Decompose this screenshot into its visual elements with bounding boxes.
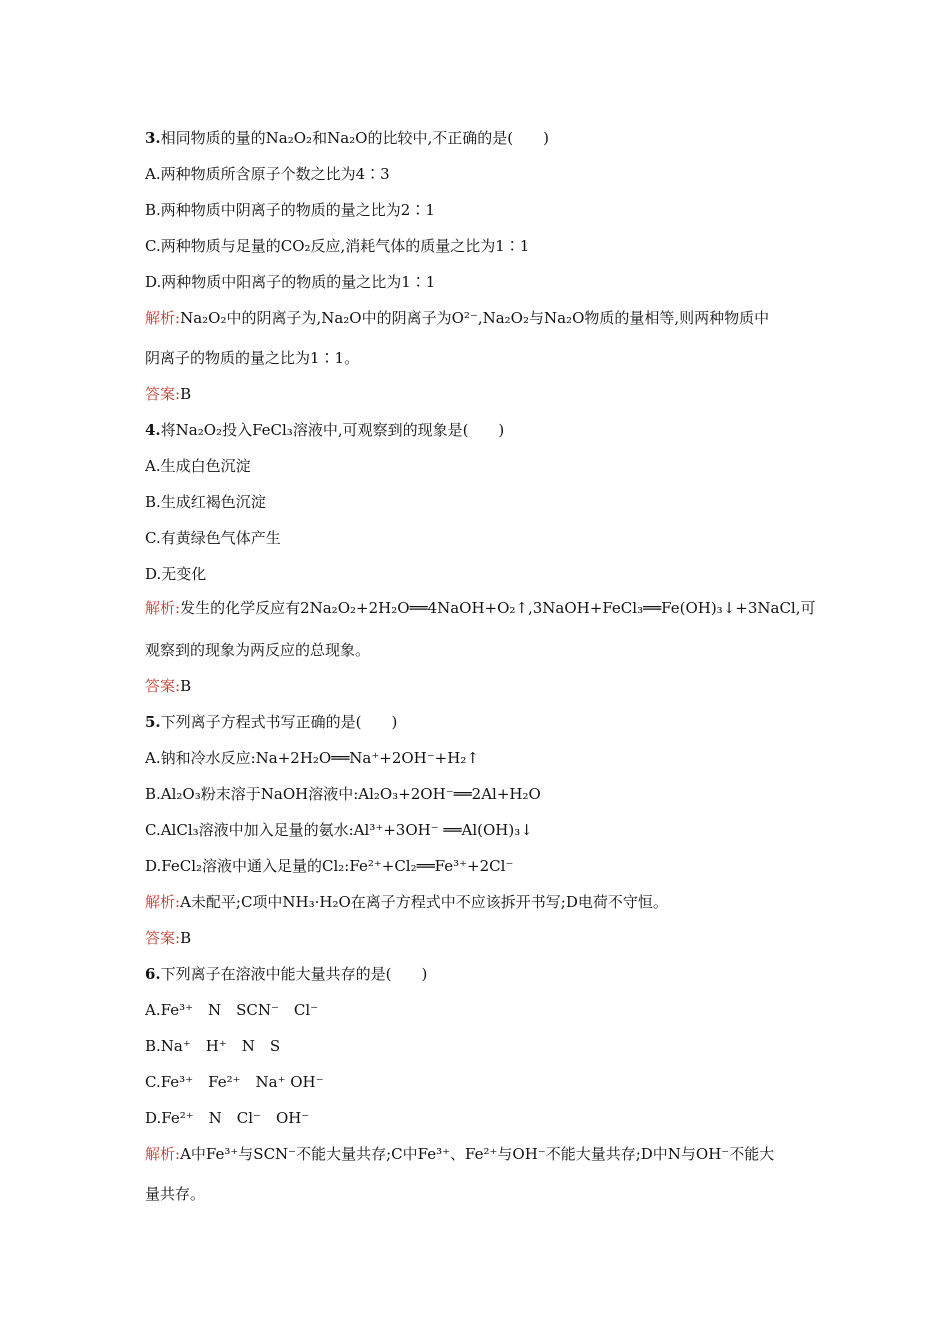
analysis-text: A中Fe³⁺与SCN⁻不能大量共存;C中Fe³⁺、Fe²⁺与OH⁻不能大量共存;D中N与OH⁻不能大 (180, 1145, 775, 1163)
answer-label: 答案: (145, 929, 181, 947)
question-3-analysis (145, 308, 769, 328)
question-6-option-a: A.Fe³⁺ N SCN⁻ Cl⁻ (145, 1001, 319, 1019)
question-5-option-a: A.钠和冷水反应:Na+2H₂O══Na⁺+2OH⁻+H₂↑ (145, 749, 479, 767)
question-4-stem (145, 420, 504, 440)
question-text: 下列离子在溶液中能大量共存的是( ) (160, 965, 428, 983)
analysis-label: 解析: (145, 309, 181, 327)
question-5-option-c: C.AlCl₃溶液中加入足量的氨水:Al³⁺+3OH⁻ ══Al(OH)₃↓ (145, 821, 533, 839)
question-3-option-a: A.两种物质所含原子个数之比为4∶3 (145, 165, 390, 183)
question-text: 下列离子方程式书写正确的是( ) (160, 713, 398, 731)
question-number: 5. (145, 713, 161, 731)
question-3-analysis-cont: 阴离子的物质的量之比为1∶1。 (145, 349, 360, 367)
question-6-analysis (145, 1144, 774, 1164)
question-text: 将Na₂O₂投入FeCl₃溶液中,可观察到的现象是( ) (160, 421, 505, 439)
question-3-option-d: D.两种物质中阳离子的物质的量之比为1∶1 (145, 273, 436, 291)
question-3-option-b: B.两种物质中阴离子的物质的量之比为2∶1 (145, 201, 435, 219)
question-5-analysis (145, 892, 668, 912)
question-5-option-b: B.Al₂O₃粉末溶于NaOH溶液中:Al₂O₃+2OH⁻══2Al+H₂O (145, 785, 541, 803)
question-3-stem (145, 128, 549, 148)
analysis-text: 发生的化学反应有2Na₂O₂+2H₂O══4NaOH+O₂↑,3NaOH+FeCl₃══Fe(OH)₃↓+3NaCl,可 (180, 599, 816, 617)
question-number: 6. (145, 965, 161, 983)
question-4-option-c: C.有黄绿色气体产生 (145, 529, 281, 547)
question-6-option-d: D.Fe²⁺ N Cl⁻ OH⁻ (145, 1109, 310, 1127)
question-text: 相同物质的量的Na₂O₂和Na₂O的比较中,不正确的是( ) (160, 129, 549, 147)
answer-label: 答案: (145, 677, 181, 695)
answer-value: B (180, 385, 192, 403)
analysis-text: Na₂O₂中的阴离子为,Na₂O中的阴离子为O²⁻,Na₂O₂与Na₂O物质的量相等,则两种物质中 (180, 309, 770, 327)
question-5-answer (145, 928, 191, 948)
answer-value: B (180, 677, 192, 695)
question-6-option-c: C.Fe³⁺ Fe²⁺ Na⁺ OH⁻ (145, 1073, 324, 1091)
question-6-option-b: B.Na⁺ H⁺ N S (145, 1037, 281, 1055)
question-3-answer (145, 384, 191, 404)
question-5-option-d: D.FeCl₂溶液中通入足量的Cl₂:Fe²⁺+Cl₂══Fe³⁺+2Cl⁻ (145, 857, 514, 875)
question-4-option-d: D.无变化 (145, 565, 207, 583)
analysis-label: 解析: (145, 599, 181, 617)
question-4-analysis (145, 598, 816, 618)
question-6-stem (145, 964, 427, 984)
question-4-option-a: A.生成白色沉淀 (145, 457, 251, 475)
analysis-label: 解析: (145, 1145, 181, 1163)
question-4-answer (145, 676, 191, 696)
question-3-option-c: C.两种物质与足量的CO₂反应,消耗气体的质量之比为1∶1 (145, 237, 530, 255)
question-number: 4. (145, 421, 161, 439)
analysis-label: 解析: (145, 893, 181, 911)
answer-value: B (180, 929, 192, 947)
question-5-stem (145, 712, 397, 732)
question-number: 3. (145, 129, 161, 147)
question-6-analysis-cont: 量共存。 (145, 1185, 206, 1203)
question-4-analysis-cont: 观察到的现象为两反应的总现象。 (145, 641, 371, 659)
question-4-option-b: B.生成红褐色沉淀 (145, 493, 266, 511)
analysis-text: A未配平;C项中NH₃·H₂O在离子方程式中不应该拆开书写;D电荷不守恒。 (180, 893, 668, 911)
answer-label: 答案: (145, 385, 181, 403)
